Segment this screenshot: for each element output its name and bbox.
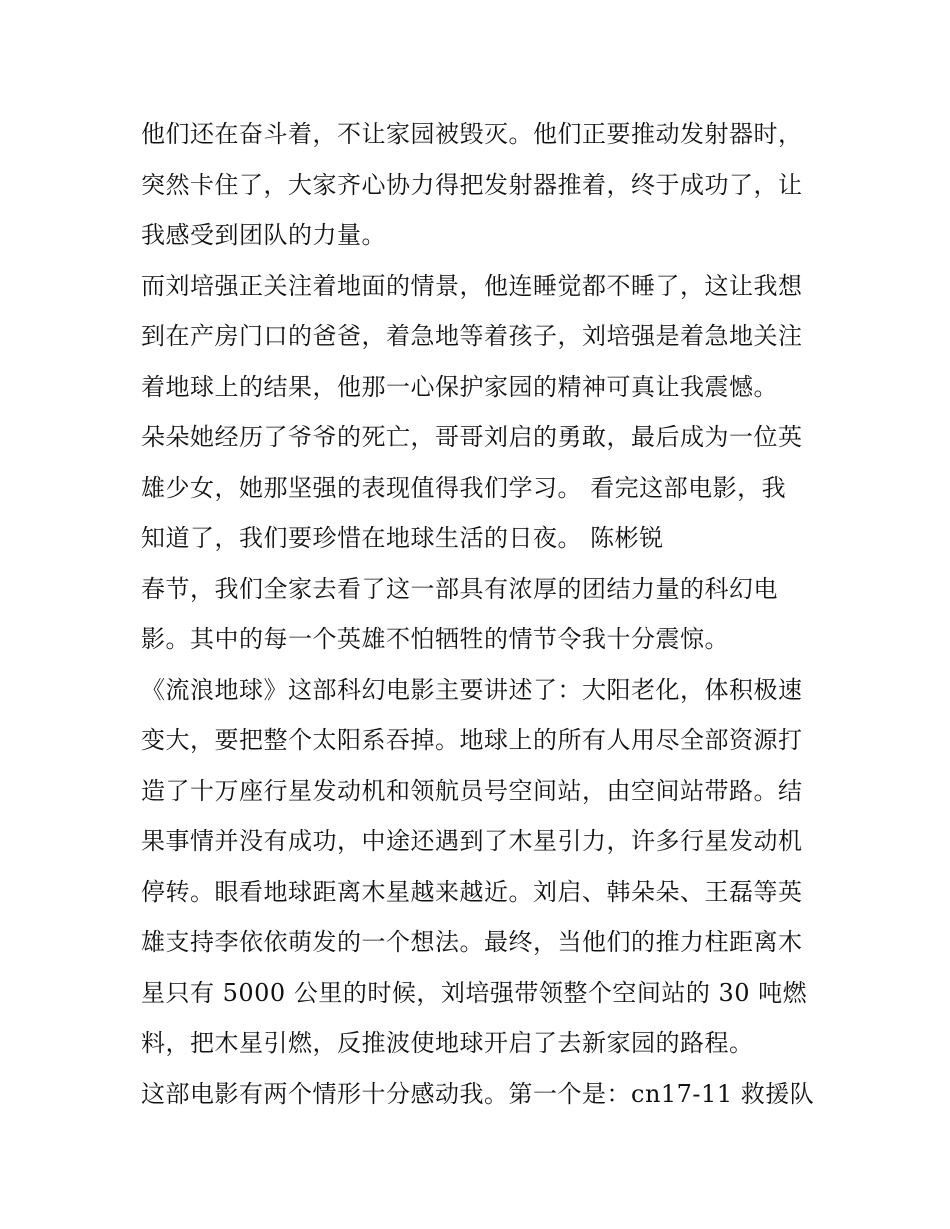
text-line: 朵朵她经历了爷爷的死亡，哥哥刘启的勇敢，最后成为一位英	[141, 423, 803, 451]
text-line: 料，把木星引燃，反推波使地球开启了去新家园的路程。	[141, 1029, 754, 1057]
text-line: 变大，要把整个太阳系吞掉。地球上的所有人用尽全部资源打	[141, 726, 803, 754]
text-line: 造了十万座行星发动机和领航员号空间站，由空间站带路。结	[141, 776, 803, 805]
text-line: 这部电影有两个情形十分感动我。第一个是：cn17-11 救援队	[141, 1079, 815, 1108]
text-line: 《流浪地球》这部科幻电影主要讲述了：大阳老化，体积极速	[141, 675, 803, 704]
essay-text	[141, 109, 821, 1119]
text-line: 到在产房门口的爸爸，着急地等着孩子，刘培强是着急地关注	[141, 322, 803, 350]
text-line: 果事情并没有成功，中途还遇到了木星引力，许多行星发动机	[141, 827, 803, 855]
text-line: 影。其中的每一个英雄不怕牺牲的情节令我十分震惊。	[141, 625, 729, 653]
text-line: 雄支持李依依萌发的一个想法。最终，当他们的推力柱距离木	[141, 928, 803, 956]
text-line: 知道了，我们要珍惜在地球生活的日夜。 陈彬锐	[141, 524, 664, 552]
text-line: 突然卡住了，大家齐心协力得把发射器推着，终于成功了，让	[141, 170, 803, 199]
text-line: 着地球上的结果，他那一心保护家园的精神可真让我震憾。	[141, 372, 778, 401]
text-line: 我感受到团队的力量。	[141, 221, 386, 249]
text-line: 雄少女，她那坚强的表现值得我们学习。 看完这部电影，我	[141, 473, 787, 502]
text-line: 春节，我们全家去看了这一部具有浓厚的团结力量的科幻电	[141, 574, 778, 603]
text-line: 他们还在奋斗着，不让家园被毁灭。他们正要推动发射器时，	[141, 120, 803, 148]
text-line: 星只有 5000 公里的时候，刘培强带领整个空间站的 30 吨燃	[141, 978, 808, 1007]
text-line: 而刘培强正关注着地面的情景，他连睡觉都不睡了，这让我想	[141, 271, 803, 300]
text-line: 停转。眼看地球距离木星越来越近。刘启、韩朵朵、王磊等英	[141, 877, 803, 906]
